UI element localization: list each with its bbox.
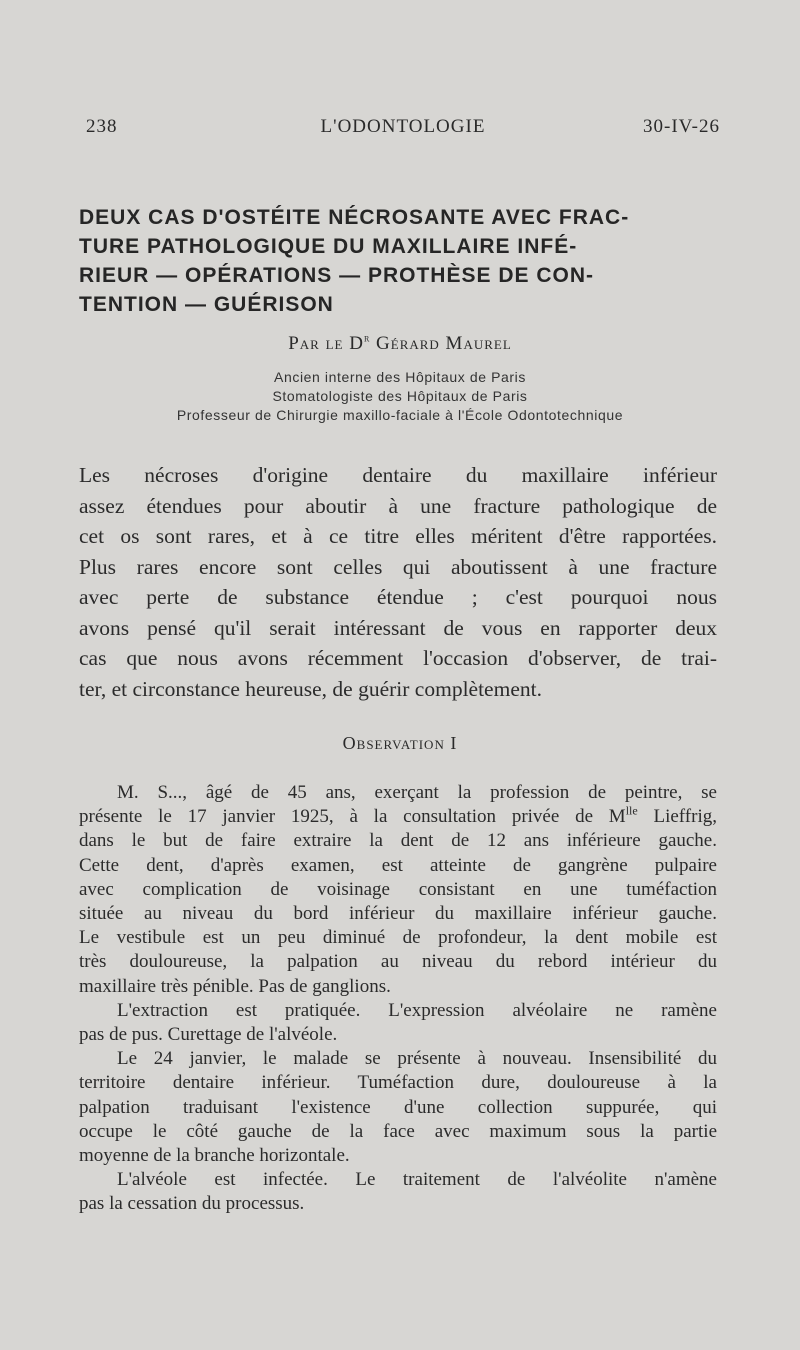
text-line: pas de pus. Curettage de l'alvéole.	[79, 1024, 338, 1046]
text-line: Les nécroses d'origine dentaire du maxillaire inférieur	[79, 463, 717, 487]
text-line: maxillaire très pénible. Pas de ganglions.	[79, 975, 391, 997]
title-line: DEUX CAS D'OSTÉITE NÉCROSANTE AVEC FRAC-	[79, 206, 630, 229]
issue-date: 30-IV-26	[643, 116, 720, 137]
text-fragment: Lieffrig,	[637, 806, 717, 828]
text-line: M. S..., âgé de 45 ans, exerçant la profession de peintre, se	[117, 782, 717, 803]
text-line: cet os sont rares, et à ce titre elles méritent d'être rapportées.	[79, 524, 717, 548]
article-title	[79, 203, 739, 319]
text-line: moyenne de la branche horizontale.	[79, 1145, 350, 1167]
text-line	[79, 805, 717, 829]
text-line: avec complication de voisinage consistant en une tuméfaction	[79, 878, 717, 900]
text-line: L'extraction est pratiquée. L'expression alvéolaire ne ramène	[117, 999, 717, 1021]
text-line: palpation traduisant l'existence d'une collection suppurée, qui	[79, 1096, 717, 1118]
text-line: dans le but de faire extraire la dent de 12 ans inférieure gauche.	[79, 830, 717, 852]
author-credentials	[0, 368, 800, 425]
text-line: territoire dentaire inférieur. Tuméfaction dure, douloureuse à la	[79, 1072, 717, 1094]
text-line: Le 24 janvier, le malade se présente à nouveau. Insensibilité du	[117, 1048, 717, 1070]
page-number: 238	[86, 116, 118, 137]
text-line: Cette dent, d'après examen, est atteinte de gangrène pulpaire	[79, 854, 717, 876]
text-line: très douloureuse, la palpation au niveau du rebord intérieur du	[79, 951, 717, 973]
credential-line: Professeur de Chirurgie maxillo-faciale à l'École Odontotechnique	[176, 407, 624, 423]
text-fragment: présente le 17 janvier 1925, à la consultation privée de M	[79, 806, 626, 828]
text-line: occupe le côté gauche de la face avec maximum sous la partie	[79, 1120, 717, 1142]
author-name: Gérard Maurel	[370, 333, 512, 354]
journal-title: L'ODONTOLOGIE	[320, 116, 486, 137]
text-line: Plus rares encore sont celles qui aboutissent à une fracture	[79, 554, 717, 579]
title-line: TURE PATHOLOGIQUE DU MAXILLAIRE INFÉ-	[79, 235, 578, 258]
byline-prefix: Par le D	[288, 333, 364, 354]
text-line: avec perte de substance étendue ; c'est pourquoi nous	[79, 585, 717, 609]
text-line: assez étendues pour aboutir à une fracture pathologique de	[79, 493, 717, 518]
observation-text	[79, 781, 717, 1217]
text-line: Le vestibule est un peu diminué de profondeur, la dent mobile est	[79, 927, 717, 949]
text-line: cas que nous avons récemment l'occasion d'observer, de trai-	[79, 646, 717, 670]
running-header	[86, 116, 720, 142]
text-line: avons pensé qu'il serait intéressant de vous en rapporter deux	[79, 615, 717, 640]
credential-line: Stomatologiste des Hôpitaux de Paris	[272, 388, 528, 404]
author-byline	[0, 330, 800, 355]
text-line: pas la cessation du processus.	[79, 1193, 305, 1215]
byline-sup: r	[363, 330, 371, 345]
text-line: ter, et circonstance heureuse, de guérir complètement.	[79, 676, 542, 701]
title-line: RIEUR — OPÉRATIONS — PROTHÈSE DE CON-	[79, 264, 594, 287]
superscript: lle	[625, 803, 638, 818]
intro-paragraph	[79, 460, 717, 704]
section-heading: Observation I	[342, 733, 458, 753]
credential-line: Ancien interne des Hôpitaux de Paris	[274, 369, 526, 385]
text-line: située au niveau du bord inférieur du maxillaire inférieur gauche.	[79, 903, 717, 925]
text-line: L'alvéole est infectée. Le traitement de l'alvéolite n'amène	[117, 1169, 717, 1191]
title-line: TENTION — GUÉRISON	[79, 293, 334, 316]
